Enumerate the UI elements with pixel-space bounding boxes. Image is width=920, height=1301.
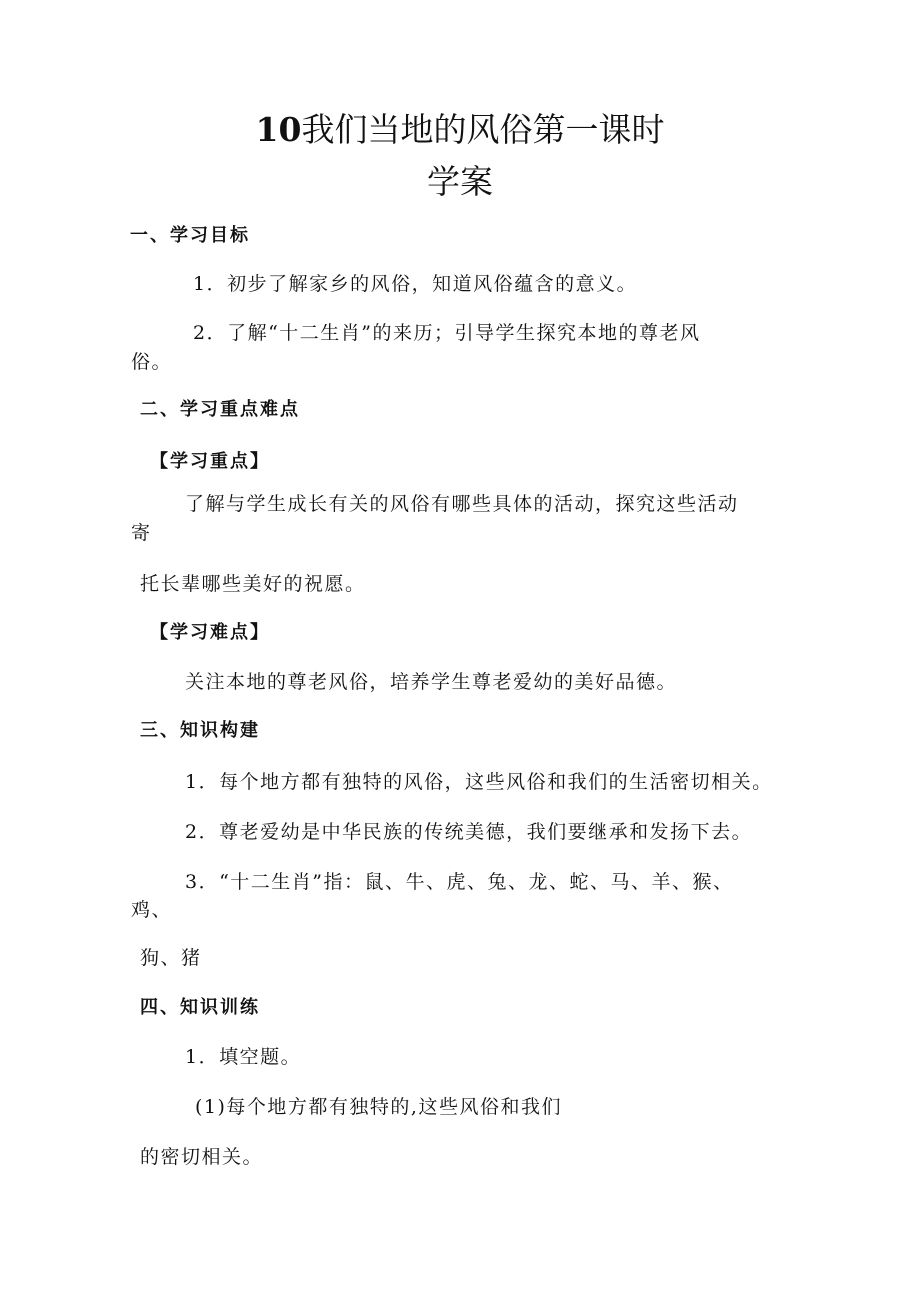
page-title: [0, 110, 920, 150]
knowledge-item-2: 2．尊老爱幼是中华民族的传统美德，我们要继承和发扬下去。: [185, 821, 753, 843]
focus-text-line-2: 寄: [131, 522, 152, 544]
page-subtitle: 学案: [427, 162, 493, 201]
goal-item-2-line-1: 2．了解“十二生肖”的来历；引导学生探究本地的尊老风: [193, 322, 701, 344]
focus-text-line-1: 了解与学生成长有关的风俗有哪些具体的活动，探究这些活动: [185, 493, 739, 515]
training-question-1-line-1: (1)每个地方都有独特的,这些风俗和我们: [195, 1096, 562, 1118]
difficulty-text: 关注本地的尊老风俗，培养学生尊老爱幼的美好品德。: [185, 671, 678, 693]
knowledge-item-1: 1．每个地方都有独特的风俗，这些风俗和我们的生活密切相关。: [185, 771, 773, 793]
section-heading-key-points: 二、学习重点难点: [140, 399, 300, 420]
goal-item-2-line-2: 俗。: [131, 351, 173, 373]
section-heading-training: 四、知识训练: [140, 997, 260, 1018]
goal-item-1: 1．初步了解家乡的风俗，知道风俗蕴含的意义。: [193, 273, 638, 295]
focus-label: 【学习重点】: [150, 451, 270, 472]
difficulty-label: 【学习难点】: [150, 622, 270, 643]
training-item-1: 1．填空题。: [185, 1046, 302, 1068]
section-heading-goals: 一、学习目标: [130, 225, 250, 246]
training-question-1-line-2: 的密切相关。: [140, 1146, 264, 1168]
knowledge-item-3-line-3: 狗、猪: [140, 947, 202, 969]
section-heading-knowledge: 三、知识构建: [140, 720, 260, 741]
focus-text-line-3: 托长辈哪些美好的祝愿。: [140, 573, 366, 595]
knowledge-item-3-line-2: 鸡、: [131, 899, 173, 921]
title-main: 我们当地的风俗第一课时: [301, 110, 665, 149]
knowledge-item-3-line-1: 3．“十二生肖”指：鼠、牛、虎、兔、龙、蛇、马、羊、猴、: [185, 871, 734, 893]
title-number: 10: [255, 110, 302, 149]
